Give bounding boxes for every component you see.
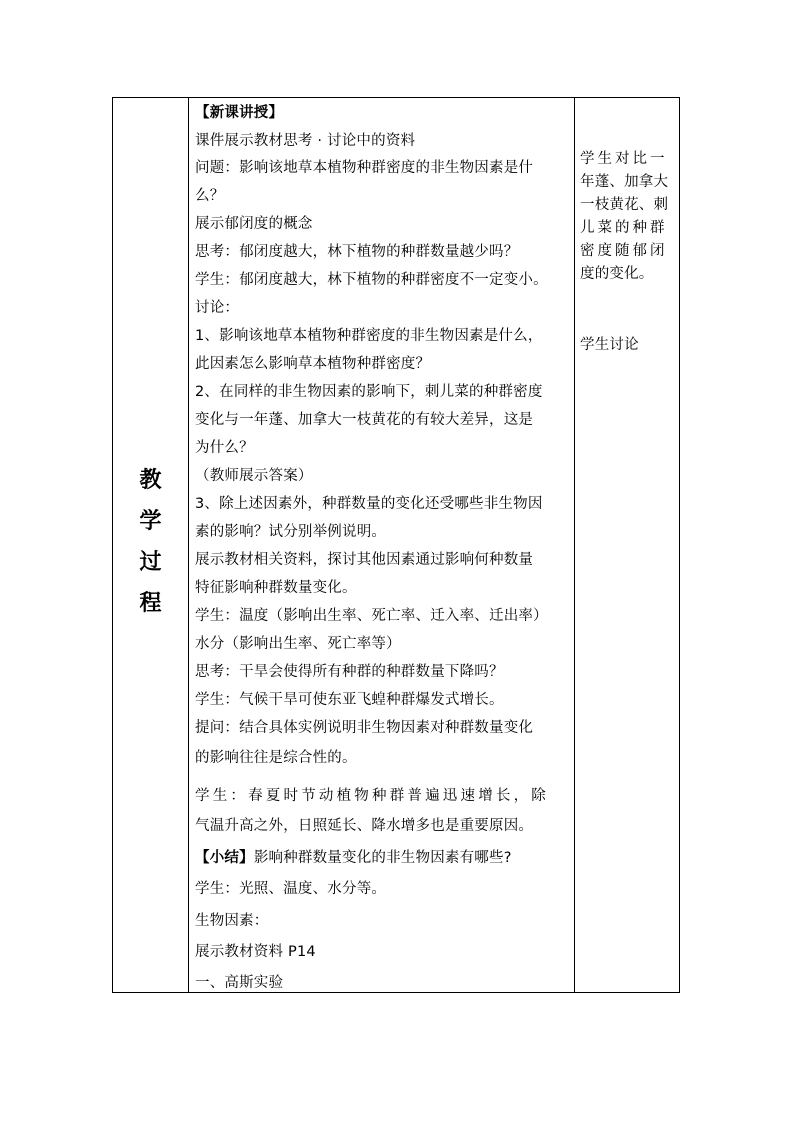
section-title-cell bbox=[113, 98, 188, 992]
content-line: 么？ bbox=[195, 188, 225, 204]
content-line: 学生：温度（影响出生率、死亡率、迁入率、迁出率） bbox=[195, 608, 548, 624]
content-line: 3、除上述因素外，种群数量的变化还受哪些非生物因 bbox=[195, 496, 543, 512]
summary-question: 影响种群数量变化的非生物因素有哪些? bbox=[253, 850, 512, 866]
student-activity-line: 年蓬、加拿大 bbox=[580, 174, 669, 190]
section-title-char: 程 bbox=[139, 590, 162, 616]
content-line: 展示郁闭度的概念 bbox=[195, 216, 313, 232]
content-line: 素的影响？试分别举例说明。 bbox=[195, 524, 387, 540]
student-activity-line: 儿菜的种群 bbox=[580, 220, 668, 236]
content-line: 学生：郁闭度越大，林下植物的种群密度不一定变小。 bbox=[195, 272, 548, 288]
content-line bbox=[195, 846, 512, 867]
content-line: 变化与一年蓬、加拿大一枝黄花的有较大差异，这是 bbox=[195, 412, 534, 428]
content-line: 【新课讲授】 bbox=[195, 105, 284, 121]
content-line: 学生：气候干旱可使东亚飞蝗种群爆发式增长。 bbox=[195, 692, 504, 708]
content-line: 学生：春夏时节动植物种群普遍迅速增长，除 bbox=[195, 788, 549, 804]
content-line: 特征影响种群数量变化。 bbox=[195, 580, 357, 596]
content-line: 展示教材资料 P14 bbox=[195, 944, 316, 960]
content-line: 此因素怎么影响草本植物种群密度？ bbox=[195, 356, 431, 372]
student-activity-line: 密度随郁闭 bbox=[580, 243, 668, 259]
content-line: （教师展示答案） bbox=[195, 468, 313, 484]
column-divider-left bbox=[188, 98, 189, 992]
column-divider-right bbox=[574, 98, 575, 992]
content-line: 问题：影响该地草本植物种群密度的非生物因素是什 bbox=[195, 160, 534, 176]
student-activity-line: 一枝黄花、刺 bbox=[580, 197, 669, 213]
content-line: 提问：结合具体实例说明非生物因素对种群数量变化 bbox=[195, 720, 534, 736]
student-activity-line: 度的变化。 bbox=[580, 266, 654, 282]
content-line: 生物因素： bbox=[195, 913, 269, 929]
student-activity-line: 学生对比一 bbox=[580, 151, 668, 167]
student-activity-line: 学生讨论 bbox=[580, 337, 639, 353]
content-line: 思考：干旱会使得所有种群的种群数量下降吗？ bbox=[195, 664, 504, 680]
content-line: 为什么？ bbox=[195, 440, 254, 456]
section-title bbox=[113, 460, 188, 624]
content-line: 讨论： bbox=[195, 300, 240, 316]
section-title-char: 过 bbox=[139, 549, 162, 575]
section-title-char: 学 bbox=[139, 508, 162, 534]
content-line: 水分（影响出生率、死亡率等） bbox=[195, 636, 401, 652]
content-line: 思考：郁闭度越大，林下植物的种群数量越少吗？ bbox=[195, 244, 519, 260]
content-line: 一、高斯实验 bbox=[195, 975, 284, 991]
content-line: 的影响往往是综合性的。 bbox=[195, 750, 357, 766]
section-title-char: 教 bbox=[139, 467, 162, 493]
content-line: 气温升高之外，日照延长、降水增多也是重要原因。 bbox=[195, 818, 534, 834]
summary-label: 【小结】 bbox=[195, 850, 254, 866]
content-line: 学生：光照、温度、水分等。 bbox=[195, 881, 387, 897]
lesson-table bbox=[112, 97, 680, 993]
content-line: 1、影响该地草本植物种群密度的非生物因素是什么， bbox=[195, 328, 543, 344]
content-line: 2、在同样的非生物因素的影响下，刺儿菜的种群密度 bbox=[195, 384, 543, 400]
content-line: 展示教材相关资料，探讨其他因素通过影响何种数量 bbox=[195, 552, 534, 568]
content-line: 课件展示教材思考 · 讨论中的资料 bbox=[195, 133, 416, 149]
